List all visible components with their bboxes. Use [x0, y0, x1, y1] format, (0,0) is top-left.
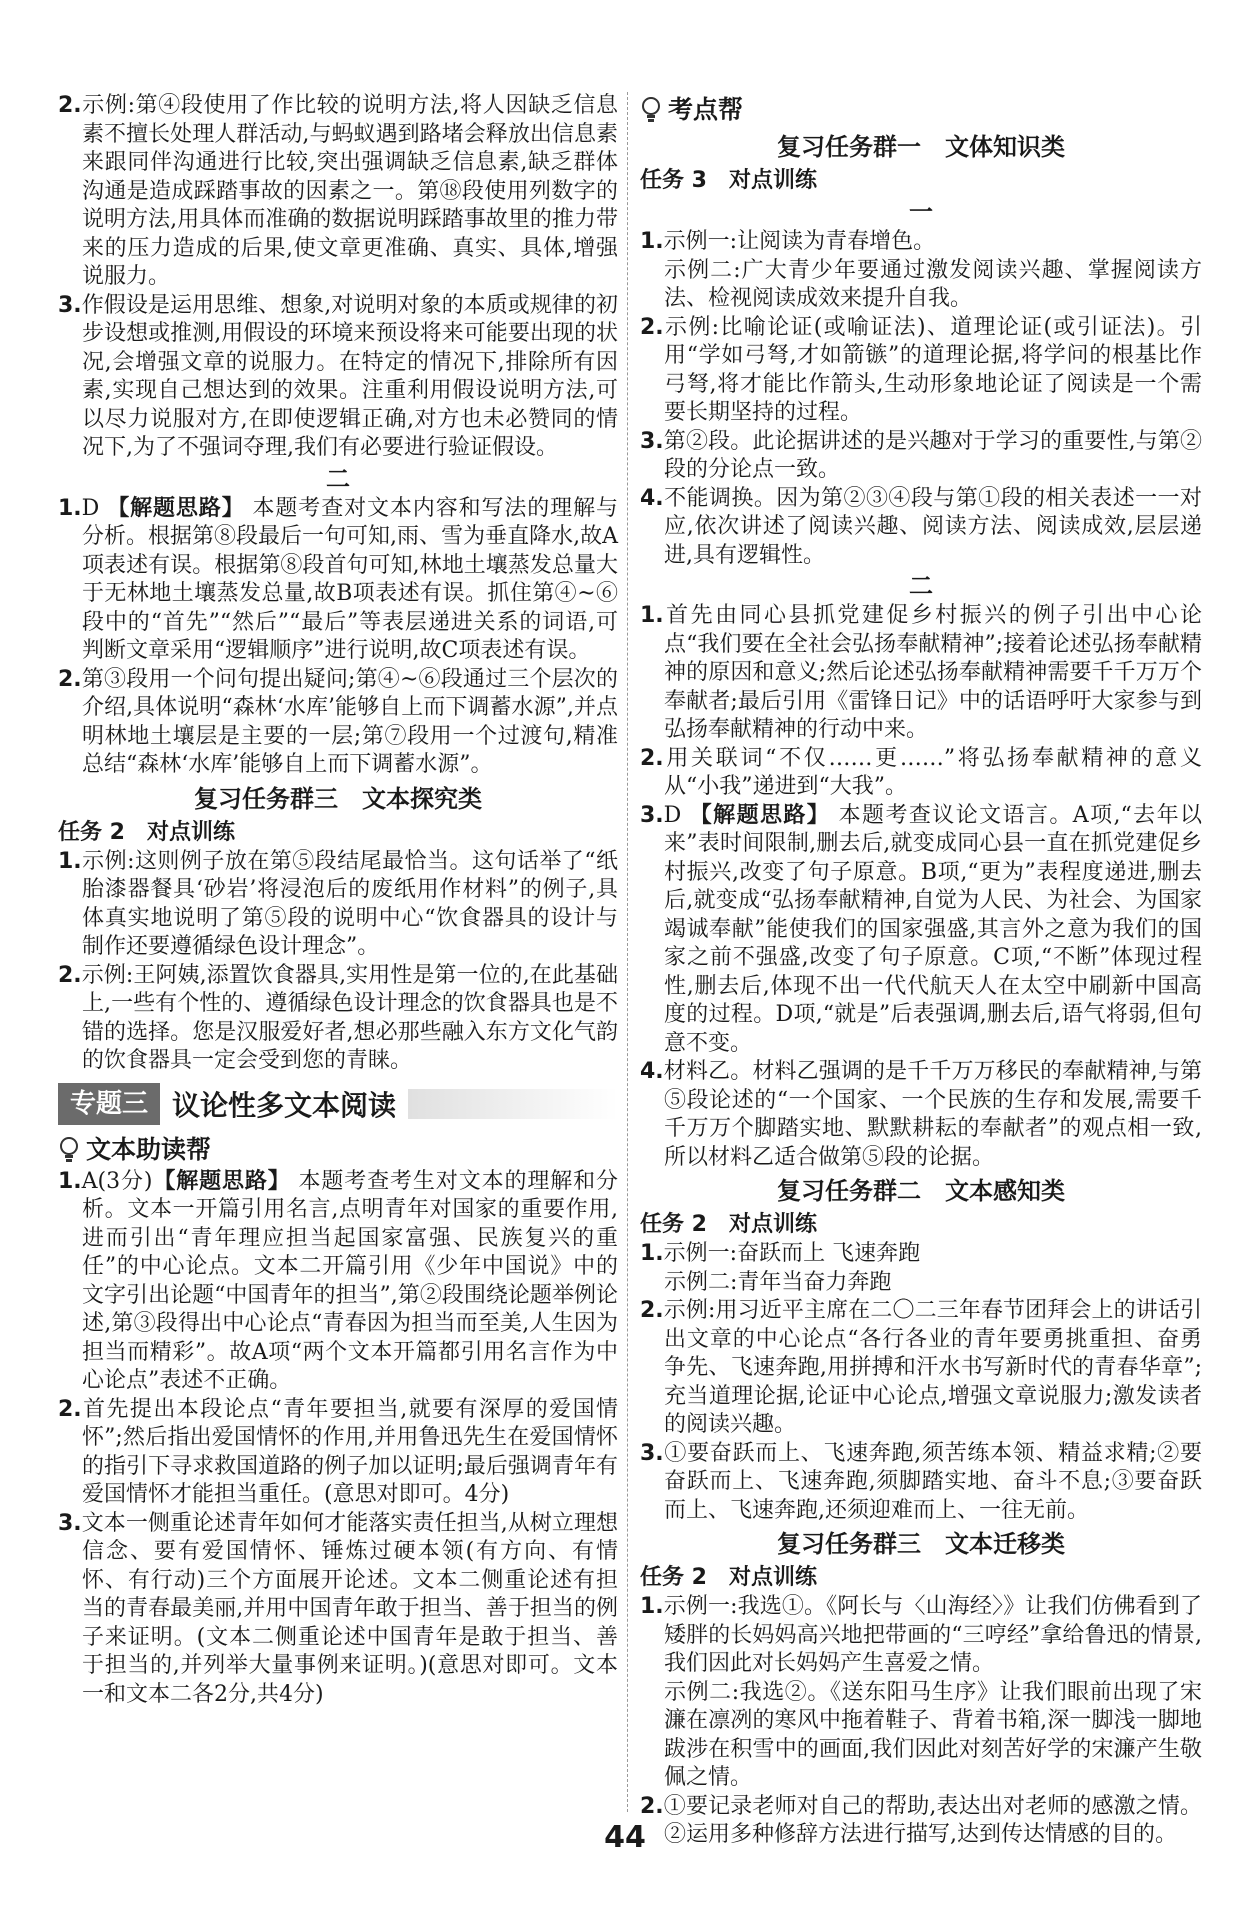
column-divider: [627, 92, 628, 1812]
list-item: 3.文本一侧重论述青年如何才能落实责任担当,从树立理想信念、要有爱国情怀、锤炼过硬本领(有方向、有情怀、有行动)三个方面展开论述。文本二侧重论述有担当的青春最美丽,并用中国青年敢于担当、善于担当的例子来证明。(文本二侧重论述中国青年是敢于担当、善于担当的,并列举大量事例来证明。)(意思对即可。文本一和文本二各2分,共4分): [58, 1510, 618, 1707]
help-title: 考点帮: [668, 95, 744, 124]
right-column: [640, 92, 1202, 1850]
lightbulb-icon: [58, 1136, 80, 1164]
section-numeral: 二: [909, 572, 933, 600]
list-item: 1.示例一:我选①。《阿长与〈山海经〉》让我们仿佛看到了矮胖的长妈妈高兴地把带画的“三哼经”拿给鲁迅的情景,我们因此对长妈妈产生喜爱之情。: [640, 1594, 1202, 1676]
list-item: 4.不能调换。因为第②③④段与第①段的相关表述一一对应,依次讲述了阅读兴趣、阅读方法、阅读成效,层层递进,具有逻辑性。: [640, 485, 1202, 568]
list-item: 3.D 【解题思路】 本题考查议论文语言。A项,“去年以来”表时间限制,删去后,就变成同心县一直在抓党建促乡村振兴,改变了句子原意。B项,“更为”表程度递进,删去后,就变成“弘扬奉献精神,自觉为人民、为社会、为国家竭诚奉献”能使我们的国家强盛,其言外之意为我们的国家之前不强盛,改变了句子原意。C项,“不断”体现过程性,删去后,体现不出一代代航天人在太空中刷新中国高度的过程。D项,“就是”后表强调,删去后,语气将弱,但句意不变。: [640, 802, 1202, 1056]
task-title: 任务 2 对点训练: [640, 1565, 817, 1590]
help-header: [58, 1132, 618, 1168]
left-column: [58, 92, 618, 1709]
list-item: 2.示例:用习近平主席在二〇二三年春节团拜会上的讲话引出文章的中心论点“各行各业的青年要勇挑重担、奋勇争先、飞速奔跑,用拼搏和汗水书写新时代的青春华章”;充当道理论据,论证中心论点,增强文章说服力;激发读者的阅读兴趣。: [640, 1298, 1202, 1437]
list-item: 3.①要奋跃而上、飞速奔跑,须苦练本领、精益求精;②要奋跃而上、飞速奔跑,须脚踏实地、奋斗不息;③要奋跃而上、飞速奔跑,还须迎难而上、一往无前。: [640, 1440, 1202, 1523]
section-title: 复习任务群二 文本感知类: [777, 1177, 1065, 1205]
list-item: 1.示例一:奋跃而上 飞速奔跑: [640, 1241, 921, 1266]
task-title: 任务 2 对点训练: [58, 819, 235, 845]
section-numeral: 二: [326, 464, 350, 493]
list-item: 1.A(3分)【解题思路】 本题考查考生对文本的理解和分析。文本一开篇引用名言,点明青年对国家的重要作用,进而引出“青年理应担当起国家富强、民族复兴的重任”的中心论点。文本二开篇引用《少年中国说》中的文字引出论题“中国青年的担当”,第②段围绕论题举例论述,第③段得出中心论点“青春因为担当而至美,人生因为担当而精彩”。故A项“两个文本开篇都引用名言作为中心论点”表述不正确。: [58, 1168, 618, 1393]
topic-decoration: [408, 1089, 618, 1119]
list-item: 3.第②段。此论据讲述的是兴趣对于学习的重要性,与第②段的分论点一致。: [640, 428, 1202, 482]
task-title: 任务 2 对点训练: [640, 1212, 817, 1237]
task-title: 任务 3 对点训练: [640, 168, 817, 193]
list-item: 3.作假设是运用思维、想象,对说明对象的本质或规律的初步设想或推测,用假设的环境来预设将来可能要出现的状况,会增强文章的说服力。在特定的情况下,排除所有因素,实现自己想达到的效果。注重利用假设说明方法,可以尽力说服对方,在即使逻辑正确,对方也未必赞同的情况下,为了不强词夺理,我们有必要进行验证假设。: [58, 292, 618, 460]
list-item-line: 示例二:广大青少年要通过激发阅读兴趣、掌握阅读方法、检视阅读成效来提升自我。: [664, 257, 1202, 311]
section-numeral: 一: [909, 198, 933, 226]
list-item: 1.首先由同心县抓党建促乡村振兴的例子引出中心论点“我们要在全社会弘扬奉献精神”;接着论述弘扬奉献精神的原因和意义;然后论述弘扬奉献精神需要千千万万个奉献者;最后引用《雷锋日记》中的话语呼吁大家参与到弘扬奉献精神的行动中来。: [640, 603, 1202, 742]
list-item-line: 示例二:我选②。《送东阳马生序》让我们眼前出现了宋濂在凛冽的寒风中拖着鞋子、背着书箱,深一脚浅一脚地跋涉在积雪中的画面,我们因此对刻苦好学的宋濂产生敬佩之情。: [664, 1679, 1202, 1790]
list-item: 2.第③段用一个问句提出疑问;第④~⑥段通过三个层次的介绍,具体说明“森林‘水库’能够自上而下调蓄水源”,并点明林地土壤层是主要的一层;第⑦段用一个过渡句,精准总结“森林‘水库’能够自上而下调蓄水源”。: [58, 666, 618, 777]
list-item: 2.示例:第④段使用了作比较的说明方法,将人因缺乏信息素不擅长处理人群活动,与蚂蚁遇到路堵会释放出信息素来跟同伴沟通进行比较,突出强调缺乏信息素,缺乏群体沟通是造成踩踏事故的因素之一。第⑱段使用列数字的说明方法,用具体而准确的数据说明踩踏事故里的推力带来的压力造成的后果,使文章更准确、真实、具体,增强说服力。: [58, 93, 618, 289]
topic-header: [58, 1082, 618, 1126]
list-item: 1.D 【解题思路】 本题考查对文本内容和写法的理解与分析。根据第⑧段最后一句可知,雨、雪为垂直降水,故A项表述有误。根据第⑧段首句可知,林地土壤蒸发总量大于无林地土壤蒸发总量,故B项表述有误。抓住第④~⑥段中的“首先”“然后”“最后”等表层递进关系的词语,可判断文章采用“逻辑顺序”进行说明,故C项表述有误。: [58, 495, 618, 663]
list-item-line: 示例二:青年当奋力奔跑: [664, 1269, 892, 1295]
list-item: 2.用关联词“不仅……更……”将弘扬奉献精神的意义从“小我”递进到“大我”。: [640, 745, 1202, 799]
help-header: [640, 92, 1202, 128]
page-number: 44: [604, 1820, 646, 1855]
list-item: 2.首先提出本段论点“青年要担当,就要有深厚的爱国情怀”;然后指出爱国情怀的作用,并用鲁迅先生在爱国情怀的指引下寻求救国道路的例子加以证明;最后强调青年有爱国情怀才能担当重任。(意思对即可。4分): [58, 1396, 618, 1507]
list-item: 4.材料乙。材料乙强调的是千千万万移民的奉献精神,与第⑤段论述的“一个国家、一个民族的生存和发展,需要千千万万个脚踏实地、默默耕耘的奉献者”的观点相一致,所以材料乙适合做第⑤段的论据。: [640, 1059, 1202, 1170]
list-item: 2.示例:比喻论证(或喻证法)、道理论证(或引证法)。引用“学如弓弩,才如箭镞”的道理论据,将学问的根基比作弓弩,将才能比作箭头,生动形象地论证了阅读是一个需要长期坚持的过程。: [640, 314, 1202, 425]
list-item: 2.示例:王阿姨,添置饮食器具,实用性是第一位的,在此基础上,一些有个性的、遵循绿色设计理念的饮食器具也是不错的选择。您是汉服爱好者,想必那些融入东方文化气韵的饮食器具一定会受到您的青睐。: [58, 962, 618, 1073]
lightbulb-icon: [640, 96, 662, 124]
list-item: 1.示例一:让阅读为青春增色。: [640, 229, 936, 254]
topic-badge: 专题三: [58, 1083, 160, 1125]
list-item: 2.①要记录老师对自己的帮助,表达出对老师的感激之情。②运用多种修辞方法进行描写,达到传达情感的目的。: [640, 1793, 1202, 1847]
topic-title: 议论性多文本阅读: [172, 1088, 397, 1122]
section-title: 复习任务群三 文本探究类: [194, 784, 482, 813]
section-title: 复习任务群三 文本迁移类: [777, 1530, 1065, 1558]
help-title: 文本助读帮: [86, 1134, 212, 1164]
list-item: 1.示例:这则例子放在第⑤段结尾最恰当。这句话举了“纸胎漆器餐具‘砂岩’将浸泡后的废纸用作材料”的例子,具体真实地说明了第⑤段的说明中心“饮食器具的设计与制作还要遵循绿色设计理念”。: [58, 848, 618, 959]
section-title: 复习任务群一 文体知识类: [777, 133, 1065, 161]
